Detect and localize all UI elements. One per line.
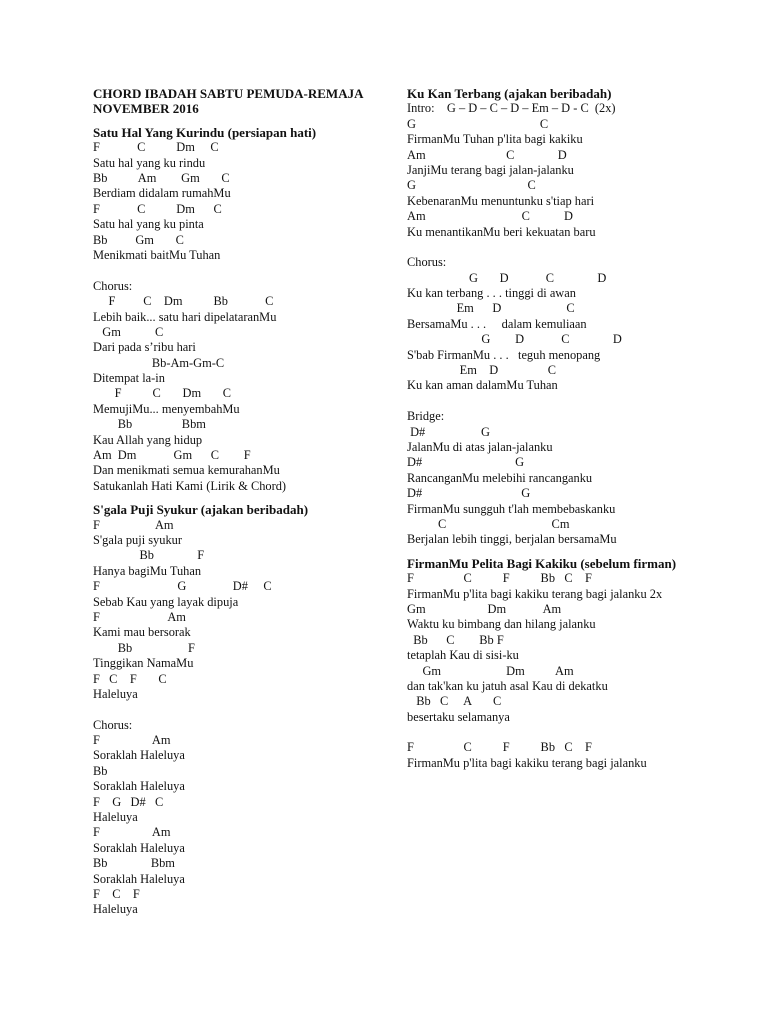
lyric-line: FirmanMu p'lita bagi kakiku terang bagi jalanku bbox=[407, 755, 647, 770]
chord-line: Em D C bbox=[407, 301, 575, 316]
lyric-line: Waktu ku bimbang dan hilang jalanku bbox=[407, 617, 596, 632]
spacer bbox=[93, 117, 383, 125]
blank-line bbox=[407, 394, 737, 409]
chord-line: Em D C bbox=[407, 363, 557, 378]
chord-line: G C bbox=[407, 178, 536, 193]
blank-line bbox=[93, 263, 383, 278]
song-title: FirmanMu Pelita Bagi Kakiku (sebelum firman) bbox=[407, 555, 677, 571]
lyric-line: Chorus: bbox=[407, 255, 447, 270]
left-column bbox=[93, 86, 383, 918]
lyric-line: FirmanMu p'lita bagi kakiku terang bagi jalanku 2x bbox=[407, 586, 663, 601]
lyric-line: Hanya bagiMu Tuhan bbox=[93, 563, 202, 578]
chord-line: Intro: G – D – C – D – Em – D - C (2x) bbox=[407, 101, 616, 116]
lyric-line: Satukanlah Hati Kami (Lirik & Chord) bbox=[93, 478, 287, 493]
chord-line: Bb Bbm bbox=[93, 417, 206, 432]
lyric-line: Tinggikan NamaMu bbox=[93, 656, 194, 671]
chord-line: D# G bbox=[407, 455, 525, 470]
song-body bbox=[407, 101, 737, 547]
lyric-line: JanjiMu terang bagi jalan-jalanku bbox=[407, 162, 574, 177]
song-body bbox=[93, 518, 383, 918]
chord-line: Bb F bbox=[93, 640, 195, 655]
chord-line: Gm C bbox=[93, 324, 164, 339]
chord-line: F C Dm C bbox=[93, 201, 222, 216]
lyric-line: Soraklah Haleluya bbox=[93, 779, 185, 794]
spacer bbox=[407, 548, 737, 556]
chord-line: Bb Bbm bbox=[93, 856, 175, 871]
blank-line bbox=[407, 725, 737, 740]
chord-line: G D C D bbox=[407, 332, 622, 347]
chord-line: D# G bbox=[407, 424, 490, 439]
lyric-line: Haleluya bbox=[93, 902, 138, 917]
lyric-line: Dan menikmati semua kemurahanMu bbox=[93, 463, 280, 478]
chord-line: F C F bbox=[93, 886, 140, 901]
chord-line: Bb Am Gm C bbox=[93, 171, 230, 185]
lyric-line: KebenaranMu menuntunku s'tiap hari bbox=[407, 193, 595, 208]
lyric-line: Chorus: bbox=[93, 717, 133, 732]
chord-line: F Am bbox=[93, 517, 174, 532]
lyric-line: Ku kan aman dalamMu Tuhan bbox=[407, 378, 558, 393]
chord-line: F Am bbox=[93, 733, 171, 748]
lyric-line: S'bab FirmanMu . . . teguh menopang bbox=[407, 347, 601, 362]
chord-line: Bb bbox=[93, 763, 108, 778]
song-body bbox=[93, 140, 383, 494]
spacer bbox=[93, 494, 383, 502]
lyric-line: Bridge: bbox=[407, 409, 445, 424]
chord-line: Bb C A C bbox=[407, 694, 502, 709]
chord-line: Gm Dm Am bbox=[407, 601, 562, 616]
lyric-line: dan tak'kan ku jatuh asal Kau di dekatku bbox=[407, 678, 608, 693]
lyric-line: Ditempat la-in bbox=[93, 371, 165, 386]
chord-line: Bb C Bb F bbox=[407, 632, 504, 647]
lyric-line: Dari pada s’ribu hari bbox=[93, 340, 196, 355]
lyric-line: tetaplah Kau di sisi-ku bbox=[407, 648, 519, 663]
lyric-line: Menikmati baitMu Tuhan bbox=[93, 247, 221, 262]
chord-line: Am Dm Gm C F bbox=[93, 448, 251, 463]
lyric-line: Ku kan terbang . . . tinggi di awan bbox=[407, 286, 576, 301]
song-title: S'gala Puji Syukur (ajakan beribadah) bbox=[93, 502, 309, 518]
document-title: CHORD IBADAH SABTU PEMUDA-REMAJA NOVEMBER 2016 bbox=[93, 86, 363, 117]
chord-line: Bb-Am-Gm-C bbox=[93, 355, 225, 370]
lyric-line: FirmanMu Tuhan p'lita bagi kakiku bbox=[407, 132, 583, 147]
song-title: Satu Hal Yang Kurindu (persiapan hati) bbox=[93, 124, 317, 140]
chord-line: D# G bbox=[407, 486, 531, 501]
lyric-line: S'gala puji syukur bbox=[93, 533, 182, 547]
lyric-line: Berjalan lebih tinggi, berjalan bersamaMu bbox=[407, 532, 617, 547]
lyric-line: Lebih baik... satu hari dipelataranMu bbox=[93, 309, 277, 324]
chord-line: F C Dm C bbox=[93, 140, 219, 155]
chord-line: Am C D bbox=[407, 209, 573, 224]
chord-line: F C Dm C bbox=[93, 386, 232, 401]
chord-line: G D C D bbox=[407, 270, 607, 285]
chord-line: F C F C bbox=[93, 671, 167, 686]
chord-line: F C F Bb C F bbox=[407, 740, 592, 755]
lyric-line: MemujiMu... menyembahMu bbox=[93, 401, 240, 416]
lyric-line: Haleluya bbox=[93, 810, 138, 825]
lyric-line: RancanganMu melebihi rancanganku bbox=[407, 470, 593, 485]
lyric-line: Satu hal yang ku pinta bbox=[93, 217, 204, 232]
lyric-line: Satu hal yang ku rindu bbox=[93, 155, 206, 170]
chord-line: F G D# C bbox=[93, 794, 164, 809]
song-body bbox=[407, 571, 737, 771]
lyric-line: Chorus: bbox=[93, 278, 133, 293]
chord-line: F G D# C bbox=[93, 579, 272, 594]
right-column bbox=[407, 86, 737, 771]
chord-line: C Cm bbox=[407, 516, 570, 531]
chord-line: Bb F bbox=[93, 548, 205, 563]
lyric-line: Berdiam didalam rumahMu bbox=[93, 186, 231, 201]
lyric-line: BersamaMu . . . dalam kemuliaan bbox=[407, 316, 587, 331]
chord-line: F Am bbox=[93, 825, 171, 840]
lyric-line: JalanMu di atas jalan-jalanku bbox=[407, 440, 553, 454]
chord-line: F Am bbox=[93, 609, 186, 624]
lyric-line: Haleluya bbox=[93, 686, 138, 701]
lyric-line: Soraklah Haleluya bbox=[93, 871, 185, 886]
chord-line: G C bbox=[407, 116, 549, 131]
chord-line: F C F Bb C F bbox=[407, 571, 592, 586]
lyric-line: Sebab Kau yang layak dipuja bbox=[93, 594, 239, 609]
lyric-line: FirmanMu sungguh t'lah membebaskanku bbox=[407, 501, 616, 516]
blank-line bbox=[407, 240, 737, 255]
lyric-line: besertaku selamanya bbox=[407, 709, 510, 724]
blank-line bbox=[93, 702, 383, 717]
lyric-line: Soraklah Haleluya bbox=[93, 840, 185, 855]
chord-line: F C Dm Bb C bbox=[93, 294, 274, 309]
chord-line: Am C D bbox=[407, 147, 567, 162]
lyric-line: Ku menantikanMu beri kekuatan baru bbox=[407, 224, 596, 239]
song-title: Ku Kan Terbang (ajakan beribadah) bbox=[407, 86, 612, 101]
lyric-line: Soraklah Haleluya bbox=[93, 748, 185, 763]
chord-line: Gm Dm Am bbox=[407, 663, 574, 678]
lyric-line: Kami mau bersorak bbox=[93, 625, 191, 640]
chord-line: Bb Gm C bbox=[93, 232, 184, 247]
lyric-line: Kau Allah yang hidup bbox=[93, 432, 203, 447]
